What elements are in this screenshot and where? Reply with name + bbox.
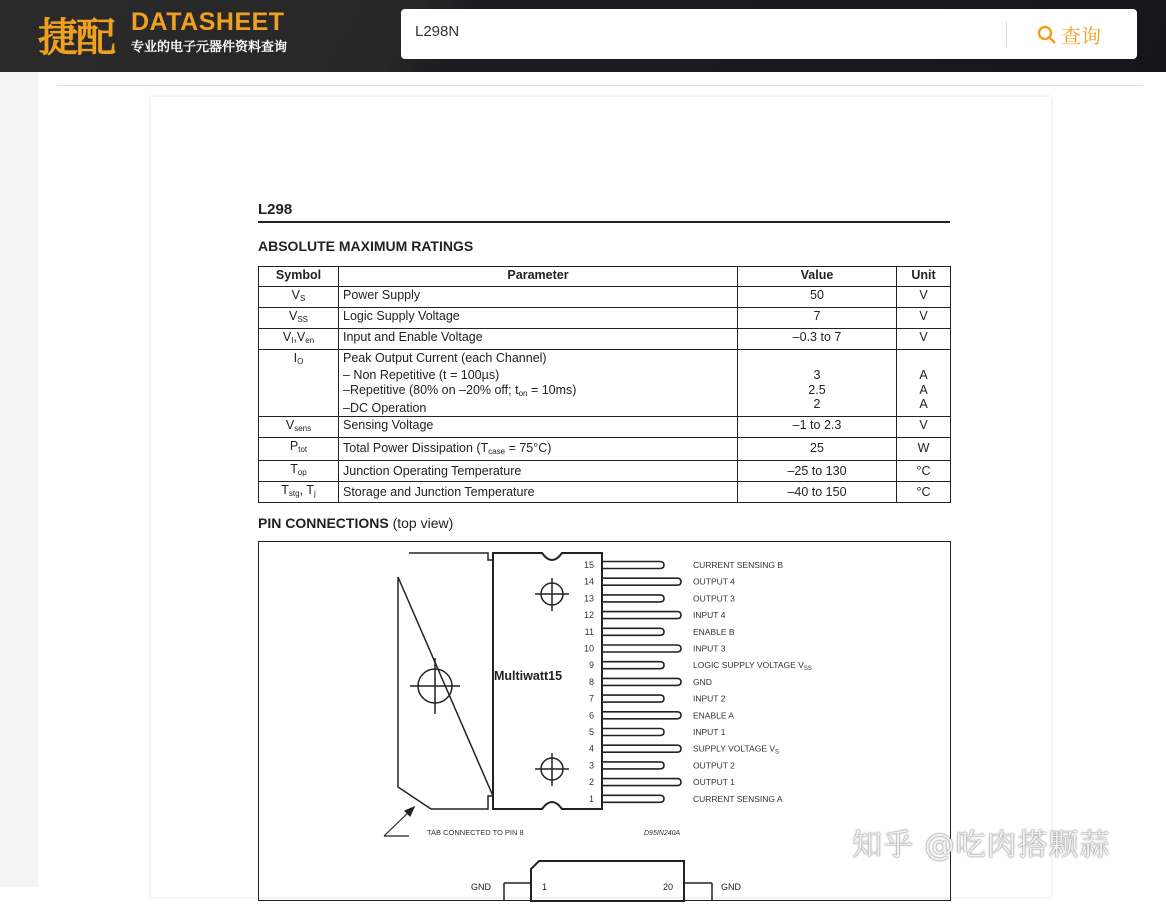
pin-number: 4 [588,743,594,754]
parameter-cell: Input and Enable Voltage [339,329,738,350]
pin-2 [589,777,735,787]
parameter-cell: Power Supply [339,287,738,308]
pin-lead [602,662,664,669]
pin-lead [602,779,681,786]
table-header [259,267,951,287]
unit-cell: V [897,329,951,350]
mount-hole-icon [535,578,569,611]
symbol-cell: $I_O$ [259,350,339,417]
col-symbol: Symbol [259,267,339,287]
section-heading: ABSOLUTE MAXIMUM RATINGS [258,238,474,254]
pin-lead [602,695,664,702]
symbol-cell: $V_I,V_{en}$ [259,329,339,350]
value-cell: 25 [738,438,897,461]
pin-lead [602,678,681,685]
symbol-cell: $V_S$ [259,287,339,308]
value-cell: –0.3 to 7 [738,329,897,350]
search-divider [1006,21,1007,47]
value-cell: 50 [738,287,897,308]
pin-lead [602,578,681,585]
pin-lead [602,595,664,602]
pin-number: 10 [583,643,594,654]
unit-cell: V [897,417,951,438]
value-cell: –40 to 150 [738,482,897,503]
table-row [259,350,951,417]
pkg2-pin-20: 20 [663,882,674,892]
pin-14 [584,577,735,587]
pin-label: INPUT 4 [693,610,726,621]
unit-cell: °C [897,461,951,482]
divider [57,85,1143,86]
table-row [259,329,951,350]
pkg2-gnd-right: GND [721,882,741,892]
pkg2-pin-1: 1 [542,882,548,892]
pin-lead [602,745,681,752]
pin-section-title: PIN CONNECTIONS [258,515,389,531]
unit-cell: W [897,438,951,461]
value-cell: –25 to 130 [738,461,897,482]
pin-lead [602,645,681,652]
pin-lead [602,628,664,635]
pkg2-gnd-left: GND [471,882,491,892]
pin-4 [589,744,779,756]
pin-lead [602,795,664,802]
pin-number: 5 [588,727,594,737]
table-row [259,461,951,482]
pin-label: INPUT 3 [693,643,726,654]
table-row [259,482,951,503]
pin-1 [589,794,783,804]
pin-label: GND [693,676,712,687]
pin-6 [589,710,734,720]
pin-label: CURRENT SENSING A [693,793,783,804]
table-row [259,438,951,461]
unit-cell: V [897,287,951,308]
logo-en[interactable]: DATASHEET [131,8,285,36]
pin-label: OUTPUT 4 [693,576,735,587]
search-input[interactable] [415,23,995,40]
pin-number: 14 [583,576,594,587]
parameter-cell: Logic Supply Voltage [339,308,738,329]
pin-lead [602,712,681,719]
watermark: 知乎 @吃肉搭颗蒜 [852,828,1111,863]
pin-lead [602,562,664,569]
package2-body [531,861,684,901]
pin-label: ENABLE A [693,710,735,721]
pin-13 [584,593,735,603]
pin-label: OUTPUT 1 [693,777,735,788]
search-box [401,9,1137,59]
tab-arrow-icon [384,807,414,836]
mount-hole-icon [410,658,460,714]
title-rule [258,221,950,223]
pin-diagram [258,541,951,901]
drawing-code: D95IN240A [644,830,681,837]
left-gutter [0,72,38,887]
pin-lead [602,729,664,736]
pin-number: 2 [588,777,594,788]
package2-pin [504,883,712,901]
top-bar [0,0,1166,72]
pin-10 [584,644,726,654]
value-cell: 7 [738,308,897,329]
pin-section-note: (top view) [392,515,454,531]
pin-number: 6 [588,710,594,721]
pin-label: INPUT 1 [693,727,726,737]
col-value: Value [738,267,897,287]
pin-number: 11 [584,626,594,637]
pin-label: OUTPUT 2 [693,760,735,771]
parameter-cell: Peak Output Current (each Channel) – Non Repetitive (t = 100µs) –Repetitive (80% on –20% off; $t_{on} = 10ms$) –DC Operation [339,350,738,417]
parameter-cell: Junction Operating Temperature [339,461,738,482]
col-unit: Unit [897,267,951,287]
symbol-cell: $T_{op}$ [259,461,339,482]
pin-section-heading [258,515,453,531]
symbol-cell: $V_{SS}$ [259,308,339,329]
unit-cell: °C [897,482,951,503]
symbol-cell: $T_{stg}$, $T_j$ [259,482,339,503]
pin-label: SUPPLY VOLTAGE $V_S$ [693,743,780,756]
symbol-cell: $P_{tot}$ [259,438,339,461]
search-button-label: 查询 [1061,24,1101,48]
symbol-cell: $V_{sens}$ [259,417,339,438]
pin-number: 8 [588,676,594,687]
logo-cn[interactable]: 捷配 [38,15,114,61]
logo-subtitle: 专业的电子元器件资料查询 [131,40,288,55]
search-button[interactable] [1037,20,1101,49]
value-cell: 3 2.5 2 [738,350,897,417]
pin-5 [589,727,726,737]
search-icon [1037,25,1057,45]
unit-cell: V [897,308,951,329]
pin-lead [602,762,664,769]
value-cell: –1 to 2.3 [738,417,897,438]
pin-number: 9 [588,660,594,671]
pin-lead [602,612,681,619]
parameter-cell: Sensing Voltage [339,417,738,438]
tab-note: TAB CONNECTED TO PIN 8 [427,828,524,837]
pin-number: 3 [588,760,594,771]
pin-label: INPUT 2 [693,693,726,704]
pin-number: 13 [583,593,594,604]
pin-9 [589,660,812,672]
pin-3 [589,760,735,770]
pin-number: 15 [583,560,594,570]
table-row [259,308,951,329]
pin-11 [585,627,735,637]
doc-title: L298 [258,201,293,218]
pin-label: ENABLE B [693,626,735,637]
table-row [259,417,951,438]
parameter-cell: Total Power Dissipation $(T_{case} = 75^\circ C)$ [339,438,738,461]
col-parameter: Parameter [339,267,738,287]
pin-8 [589,677,712,687]
mount-hole-icon [535,753,569,786]
parameter-cell: Storage and Junction Temperature [339,482,738,503]
pin-label: OUTPUT 3 [693,593,735,604]
heatsink-tab [398,553,493,809]
pin-12 [584,610,726,620]
pin-7 [589,694,726,704]
package-name: Multiwatt15 [494,669,563,683]
pin-15 [584,560,783,570]
ratings-table [258,266,951,503]
pin-label: CURRENT SENSING B [693,560,784,570]
pin-number: 1 [588,793,594,804]
pin-number: 12 [583,610,594,621]
pin-number: 7 [588,693,594,704]
pin-label: LOGIC SUPPLY VOLTAGE $V_{SS}$ [693,660,812,673]
table-row [259,287,951,308]
unit-cell: A A A [897,350,951,417]
